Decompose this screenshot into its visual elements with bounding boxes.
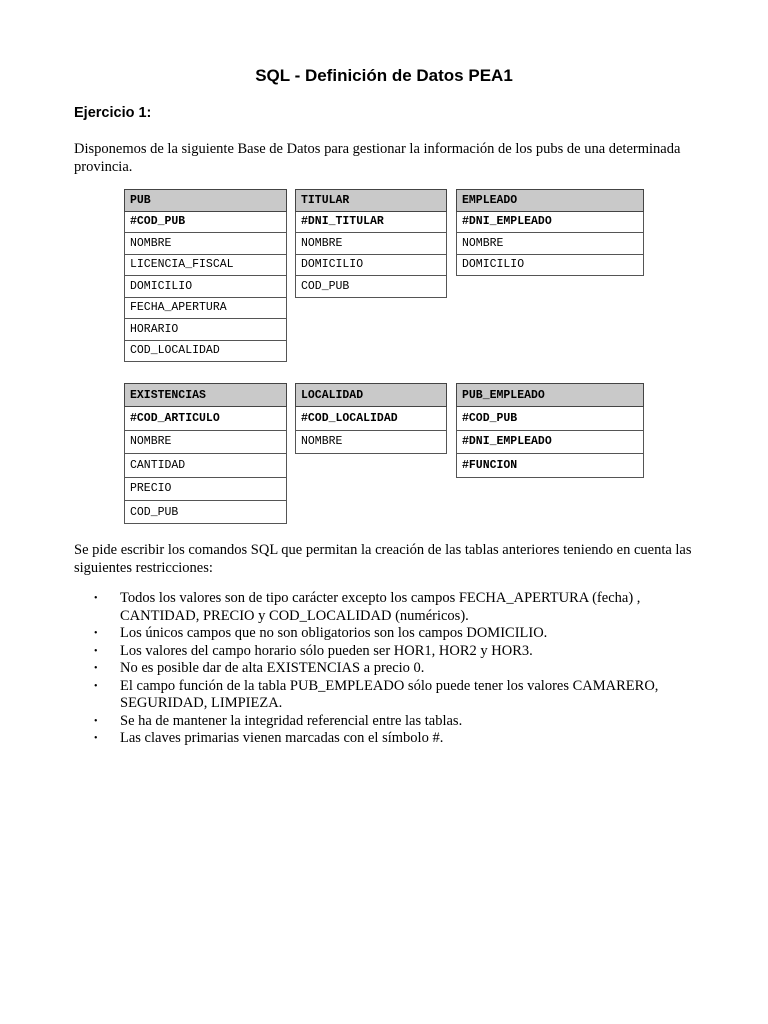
exercise-heading: Ejercicio 1: bbox=[74, 105, 152, 121]
bullet-icon: • bbox=[94, 715, 98, 727]
table-field: FECHA_APERTURA bbox=[125, 297, 287, 319]
table-field-key: #DNI_EMPLEADO bbox=[457, 211, 644, 233]
table-field: COD_PUB bbox=[125, 500, 287, 523]
table-header: EXISTENCIAS bbox=[125, 384, 287, 407]
bullet-icon: • bbox=[94, 593, 98, 604]
table-field-key: #COD_PUB bbox=[125, 211, 287, 233]
bullet-icon: • bbox=[94, 680, 98, 692]
list-item: • Se ha de mantener la integridad referencial entre las tablas. bbox=[94, 712, 463, 729]
table-header: PUB_EMPLEADO bbox=[457, 384, 644, 407]
table-header: LOCALIDAD bbox=[296, 384, 447, 407]
table-pub bbox=[124, 189, 287, 362]
list-item: • Todos los valores son de tipo carácter excepto los campos FECHA_APERTURA (fecha) , CANTIDAD, PRECIO y COD_LOCALIDAD (numéricos). bbox=[94, 590, 641, 624]
table-field-key: #DNI_EMPLEADO bbox=[457, 430, 644, 453]
table-titular bbox=[295, 189, 447, 298]
bullet-icon: • bbox=[94, 645, 98, 657]
table-field-key: #FUNCION bbox=[457, 454, 644, 477]
table-field: COD_LOCALIDAD bbox=[125, 340, 287, 362]
list-item: • Los valores del campo horario sólo pueden ser HOR1, HOR2 y HOR3. bbox=[94, 642, 533, 659]
table-field: DOMICILIO bbox=[296, 254, 447, 276]
table-existencias bbox=[124, 383, 287, 524]
list-item: • El campo función de la tabla PUB_EMPLEADO sólo puede tener los valores CAMARERO, SEGURIDAD, LIMPIEZA. bbox=[94, 677, 659, 711]
table-field: DOMICILIO bbox=[125, 276, 287, 298]
table-field: NOMBRE bbox=[125, 430, 287, 453]
table-field: NOMBRE bbox=[296, 233, 447, 255]
table-field-key: #COD_ARTICULO bbox=[125, 407, 287, 430]
table-field: NOMBRE bbox=[125, 233, 287, 255]
document-title: SQL - Definición de Datos PEA1 bbox=[255, 66, 513, 85]
list-item: • Las claves primarias vienen marcadas con el símbolo #. bbox=[94, 730, 444, 746]
table-field: NOMBRE bbox=[457, 233, 644, 255]
intro-paragraph: Disponemos de la siguiente Base de Datos para gestionar la información de los pubs de una determinada provincia. bbox=[74, 141, 681, 175]
table-field-key: #COD_LOCALIDAD bbox=[296, 407, 447, 430]
table-header: PUB bbox=[125, 190, 287, 212]
list-item: • No es posible dar de alta EXISTENCIAS a precio 0. bbox=[94, 660, 425, 676]
table-pub-empleado bbox=[456, 383, 644, 478]
table-header: TITULAR bbox=[296, 190, 447, 212]
table-field: HORARIO bbox=[125, 319, 287, 341]
list-item: • Los únicos campos que no son obligatorios son los campos DOMICILIO. bbox=[94, 625, 548, 641]
table-field: CANTIDAD bbox=[125, 454, 287, 477]
table-localidad bbox=[295, 383, 447, 454]
restrictions-list bbox=[94, 590, 694, 748]
table-field: COD_PUB bbox=[296, 276, 447, 298]
bullet-icon: • bbox=[94, 733, 98, 744]
table-field: PRECIO bbox=[125, 477, 287, 500]
bullet-icon: • bbox=[94, 663, 98, 674]
table-field-key: #COD_PUB bbox=[457, 407, 644, 430]
table-header: EMPLEADO bbox=[457, 190, 644, 212]
bullet-icon: • bbox=[94, 628, 98, 639]
requirement-paragraph: Se pide escribir los comandos SQL que permitan la creación de las tablas anteriores teniendo en cuenta las siguientes restricciones: bbox=[74, 542, 692, 576]
table-field-key: #DNI_TITULAR bbox=[296, 211, 447, 233]
table-empleado bbox=[456, 189, 644, 276]
table-field: NOMBRE bbox=[296, 430, 447, 453]
table-field: DOMICILIO bbox=[457, 254, 644, 276]
table-field: LICENCIA_FISCAL bbox=[125, 254, 287, 276]
